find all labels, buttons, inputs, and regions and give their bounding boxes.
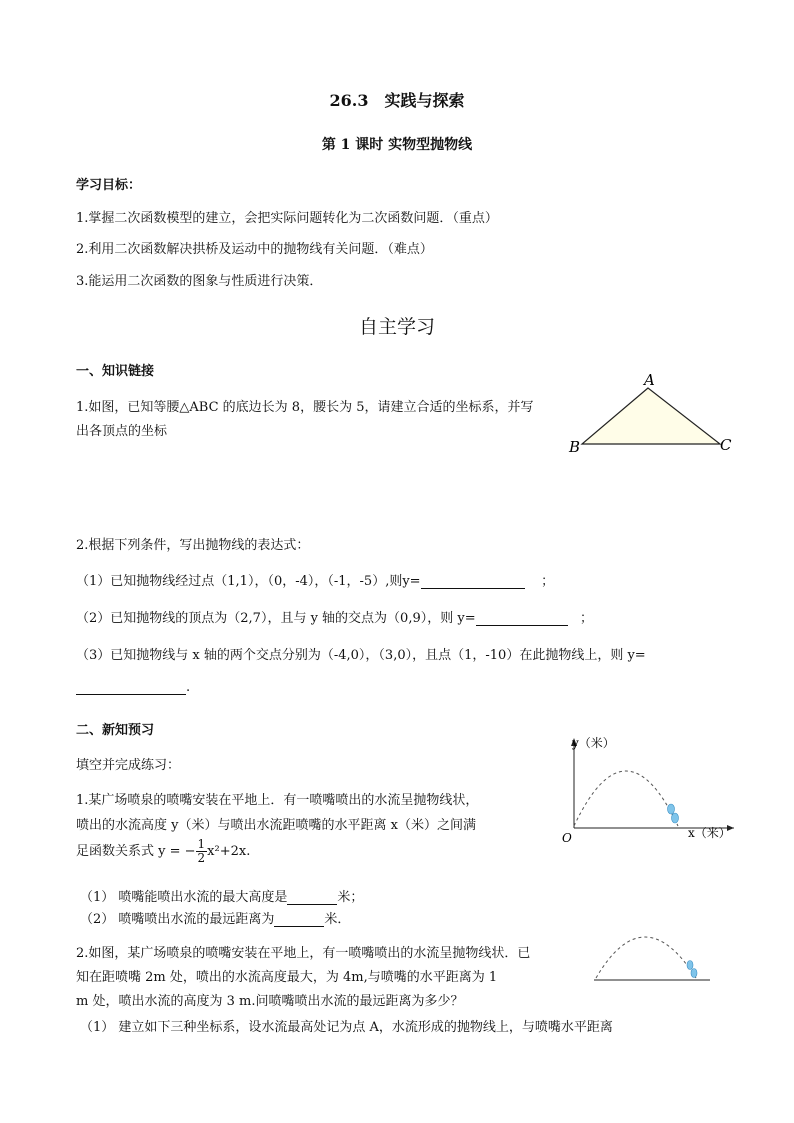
p2-line1: 2.如图，某广场喷泉的喷嘴安装在平地上，有一喷嘴喷出的水流呈抛物线状．已 xyxy=(76,946,531,961)
q2-part3: （3）已知抛物线与 x 轴的两个交点分别为（-4,0），（3,0），且点（1，-10）在此抛物线上，则 y= xyxy=(76,648,646,663)
vertex-label-b: B xyxy=(569,438,581,456)
x-axis-label: x（米） xyxy=(688,826,731,840)
p1-question2 xyxy=(80,908,350,927)
q2-part2-end: ； xyxy=(580,611,594,626)
water-parabola xyxy=(574,771,678,826)
p1-q1-blank[interactable] xyxy=(287,890,337,905)
p1-line3 xyxy=(76,838,250,865)
p1-line2: 喷出的水流高度 y（米）与喷出水流距喷嘴的水平距离 x（米）之间满 xyxy=(76,818,476,833)
q2-part1 xyxy=(76,570,554,589)
p1-line1: 1.某广场喷泉的喷嘴安装在平地上．有一喷嘴喷出的水流呈抛物线状， xyxy=(76,793,479,808)
fountain-figure-2 xyxy=(592,918,740,984)
q2-intro: 2.根据下列条件，写出抛物线的表达式： xyxy=(76,538,310,553)
q2-part1-text: （1）已知抛物线经过点（1,1），（0，-4），（-1，-5）,则y= xyxy=(76,574,421,589)
formula-fraction xyxy=(196,838,208,865)
q2-part2-text: （2）已知抛物线的顶点为（2,7），且与 y 轴的交点为（0,9），则 y= xyxy=(76,611,476,626)
p1-q2-text: （2） 喷嘴喷出水流的最远距离为 xyxy=(80,912,275,927)
objective-item-3: 3.能运用二次函数的图象与性质进行决策． xyxy=(76,274,323,289)
water-parabola-2 xyxy=(596,937,696,978)
p2-question1: （1） 建立如下三种坐标系，设水流最高处记为点 A，水流形成的抛物线上，与喷嘴水平距离 xyxy=(80,1020,613,1035)
p2-line3: m 处，喷出水流的高度为 3 m.问喷嘴喷出水流的最远距离为多少？ xyxy=(76,994,464,1009)
section1-heading: 一、知识链接 xyxy=(76,364,155,379)
page-title: 26.3 实践与探索 xyxy=(329,91,465,110)
q2-part3-answer xyxy=(76,680,190,695)
objective-item-1: 1.掌握二次函数模型的建立，会把实际问题转化为二次函数问题．（重点） xyxy=(76,211,498,226)
water-droplet xyxy=(668,804,675,814)
fraction-numerator: 1 xyxy=(197,837,206,851)
p1-q2-unit: 米． xyxy=(324,912,351,927)
section2-intro: 填空并完成练习： xyxy=(76,758,181,773)
q1-line1: 1.如图，已知等腰△ABC 的底边长为 8，腰长为 5，请建立合适的坐标系，并写 xyxy=(76,400,534,415)
water-droplet xyxy=(691,969,697,978)
water-droplet xyxy=(687,961,693,970)
q2-part2-blank[interactable] xyxy=(476,611,568,626)
objective-item-2: 2.利用二次函数解决拱桥及运动中的抛物线有关问题．（难点） xyxy=(76,242,433,257)
p1-formula-suffix: x²+2x. xyxy=(207,844,251,859)
q1-line2: 出各顶点的坐标 xyxy=(76,424,168,439)
p1-q1-text: （1） 喷嘴能喷出水流的最大高度是 xyxy=(80,890,288,905)
p1-formula-prefix: 足函数关系式 y = − xyxy=(76,844,196,859)
page-subtitle: 第 1 课时 实物型抛物线 xyxy=(321,137,473,153)
q2-part2 xyxy=(76,607,593,626)
p1-q1-unit: 米； xyxy=(337,890,364,905)
objectives-heading: 学习目标： xyxy=(76,178,142,193)
water-droplet xyxy=(672,813,679,823)
fraction-denominator: 2 xyxy=(197,851,206,865)
q2-part1-blank[interactable] xyxy=(421,574,525,589)
p1-question1 xyxy=(80,886,363,905)
self-study-heading: 自主学习 xyxy=(358,316,435,338)
y-axis-label: y（米） xyxy=(572,736,615,750)
origin-label: O xyxy=(562,831,572,845)
q2-part3-blank[interactable] xyxy=(76,680,186,695)
p2-line2: 知在距喷嘴 2m 处，喷出的水流高度最大，为 4m,与喷嘴的水平距离为 1 xyxy=(76,970,498,985)
fountain-graph xyxy=(560,730,740,848)
q2-part1-end: ； xyxy=(541,574,555,589)
triangle-figure xyxy=(560,372,740,460)
vertex-label-c: C xyxy=(720,436,732,454)
p1-q2-blank[interactable] xyxy=(274,912,324,927)
vertex-label-a: A xyxy=(644,372,655,389)
section2-heading: 二、新知预习 xyxy=(76,723,155,738)
q2-part3-end: . xyxy=(186,680,191,695)
triangle-abc xyxy=(582,388,720,444)
